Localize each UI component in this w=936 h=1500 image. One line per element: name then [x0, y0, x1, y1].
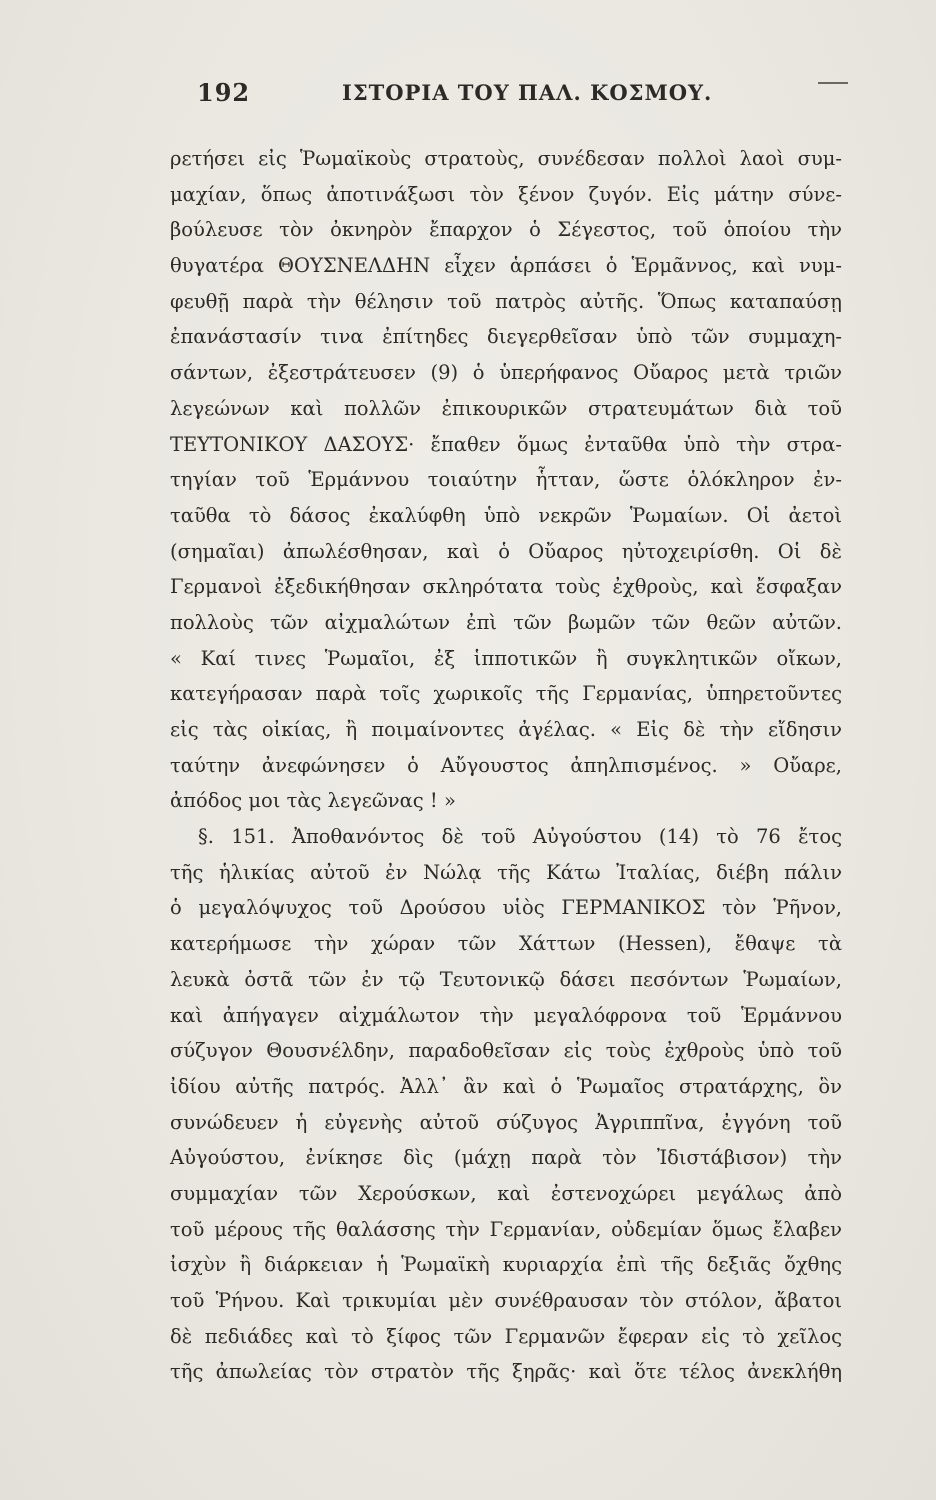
body-text [170, 141, 842, 1390]
text-line: δὲ πεδιάδες καὶ τὸ ξίφος τῶν Γερμανῶν ἔφεραν εἰς τὸ χεῖλος [170, 1324, 842, 1348]
page-header [197, 78, 817, 118]
text-line: ταῦθα τὸ δάσος ἐκαλύφθη ὑπὸ νεκρῶν Ῥωμαίων. Οἱ ἀετοὶ [170, 503, 842, 527]
text-line: ἐπανάστασίν τινα ἐπίτηδες διεγερθεῖσαν ὑπὸ τῶν συμμαχη- [170, 325, 842, 349]
text-line: Αὐγούστου, ἐνίκησε δὶς (μάχῃ παρὰ τὸν Ἰδιστάβισον) τὴν [170, 1146, 842, 1170]
text-line: βούλευσε τὸν ὀκνηρὸν ἔπαρχον ὁ Σέγεστος, τοῦ ὁποίου τὴν [170, 218, 842, 242]
text-line: λεγεώνων καὶ πολλῶν ἐπικουρικῶν στρατευμάτων διὰ τοῦ [170, 396, 842, 420]
text-line: κατερήμωσε τὴν χώραν τῶν Χάττων (Hessen), ἔθαψε τὰ [170, 932, 842, 956]
text-line: (σημαῖαι) ἀπωλέσθησαν, καὶ ὁ Οὔαρος ηὐτοχειρίσθη. Οἱ δὲ [170, 539, 842, 563]
running-title: ΙΣΤΟΡΙΑ ΤΟΥ ΠΑΛ. ΚΟΣΜΟΥ. [342, 80, 713, 105]
text-line: ταύτην ἀνεφώνησεν ὁ Αὔγουστος ἀπηλπισμένος. » Οὔαρε, [170, 753, 842, 777]
text-line: ἰσχὺν ἢ διάρκειαν ἡ Ῥωμαϊκὴ κυριαρχία ἐπὶ τῆς δεξιᾶς ὄχθης [170, 1253, 842, 1277]
text-line: τηγίαν τοῦ Ἑρμάννου τοιαύτην ἧτταν, ὥστε ὁλόκληρον ἐν- [170, 468, 842, 492]
text-line: εἰς τὰς οἰκίας, ἢ ποιμαίνοντες ἀγέλας. « Εἰς δὲ τὴν εἴδησιν [170, 718, 842, 741]
text-line: τοῦ μέρους τῆς θαλάσσης τὴν Γερμανίαν, οὐδεμίαν ὅμως ἔλαβεν [170, 1217, 842, 1241]
page-number: 192 [197, 78, 251, 107]
text-line: « Καί τινες Ῥωμαῖοι, ἐξ ἱππoτικῶν ἢ συγκλητικῶν οἴκων, [170, 646, 842, 670]
text-line: κατεγήρασαν παρὰ τοῖς χωρικοῖς τῆς Γερμανίας, ὑπηρετοῦντες [170, 682, 842, 706]
text-line: ὁ μεγαλόψυχος τοῦ Δρούσου υἱὸς ΓΕΡΜΑΝΙΚΟΣ τὸν Ῥῆνον, [170, 896, 842, 920]
section-heading-line: §. 151. Ἀποθανόντος δὲ τοῦ Αὐγούστου (14) τὸ 76 ἔτος [198, 825, 842, 849]
text-line: τῆς ἀπωλείας τὸν στρατὸν τῆς ξηρᾶς· καὶ ὅτε τέλος ἀνεκλήθη [170, 1360, 842, 1384]
text-line: συνώδευεν ἡ εὐγενὴς αὐτοῦ σύζυγος Ἀγριππῖνα, ἐγγόνη τοῦ [170, 1110, 842, 1134]
text-line: τῆς ἡλικίας αὐτοῦ ἐν Νώλᾳ τῆς Κάτω Ἰταλίας, διέβη πάλιν [170, 860, 842, 884]
text-line: ἀπόδος μοι τὰς λεγεῶνας ! » [170, 789, 456, 813]
text-line: Γερμανοὶ ἐξεδικήθησαν σκληρότατα τοὺς ἐχθροὺς, καὶ ἔσφαξαν [170, 575, 842, 599]
text-line: μαχίαν, ὅπως ἀποτινάξωσι τὸν ξένον ζυγόν. Εἰς μάτην σύνε- [170, 182, 842, 206]
text-line: λευκὰ ὀστᾶ τῶν ἐν τῷ Τευτονικῷ δάσει πεσόντων Ῥωμαίων, [170, 967, 842, 991]
text-line: σάντων, ἐξεστράτευσεν (9) ὁ ὑπερήφανος Οὔαρος μετὰ τριῶν [170, 361, 842, 385]
text-line: θυγατέρα ΘΟΥΣΝΕΛΔΗΝ εἶχεν ἁρπάσει ὁ Ἑρμᾶννος, καὶ νυμ- [170, 254, 842, 278]
printer-mark [818, 82, 848, 84]
text-line: συμμαχίαν τῶν Χερούσκων, καὶ ἐστενοχώρει μεγάλως ἀπὸ [170, 1181, 842, 1205]
text-line: τοῦ Ῥήνου. Καὶ τρικυμίαι μὲν συνέθραυσαν τὸν στόλον, ἄβατοι [170, 1289, 842, 1312]
text-line: σύζυγον Θουσνέλδην, παραδοθεῖσαν εἰς τοὺς ἐχθροὺς ὑπὸ τοῦ [170, 1039, 842, 1063]
text-line: καὶ ἀπήγαγεν αἰχμάλωτον τὴν μεγαλόφρονα τοῦ Ἑρμάννου [170, 1003, 842, 1027]
text-line: ἰδίου αὐτῆς πατρός. Ἀλλ᾽ ἂν καὶ ὁ Ῥωμαῖος στρατάρχης, ὃν [170, 1074, 842, 1098]
text-line: φευθῇ παρὰ τὴν θέλησιν τοῦ πατρὸς αὐτῆς. Ὅπως καταπαύσῃ [170, 289, 842, 313]
text-line: πολλοὺς τῶν αἰχμαλώτων ἐπὶ τῶν βωμῶν τῶν θεῶν αὐτῶν. [170, 610, 842, 634]
text-line: ρετήσει εἰς Ῥωμαϊκοὺς στρατοὺς, συνέδεσαν πολλοὶ λαοὶ συμ- [170, 147, 842, 170]
text-line: ΤΕΥΤΟΝΙΚΟΥ ΔΑΣΟΥΣ· ἔπαθεν ὅμως ἐνταῦθα ὑπὸ τὴν στρα- [170, 432, 842, 456]
